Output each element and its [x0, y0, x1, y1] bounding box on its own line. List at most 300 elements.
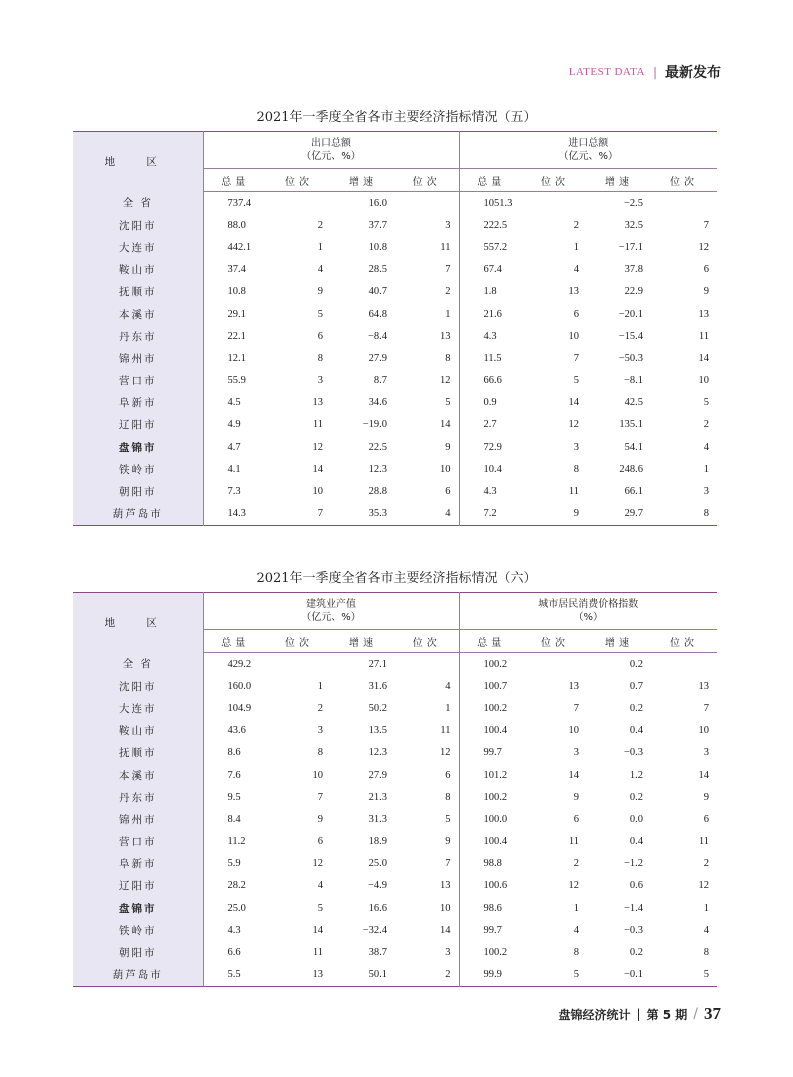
rank-cell: 4 — [703, 441, 710, 453]
value-cell: −2.5 — [623, 197, 644, 209]
rank-cell: 7 — [317, 508, 323, 520]
rank-cell: 12 — [698, 880, 710, 892]
rank-cell: 6 — [395, 764, 459, 786]
value-cell: 88.0 — [227, 219, 246, 231]
rank-cell: 5 — [703, 969, 710, 981]
value-cell: 135.1 — [619, 419, 644, 431]
value-cell: 99.7 — [483, 747, 502, 759]
table-row — [73, 192, 717, 215]
rank-cell: 6 — [317, 836, 323, 848]
table-row — [73, 675, 717, 697]
region-name: 抚顺市 — [73, 281, 203, 303]
value-cell: 5.5 — [227, 969, 241, 981]
cpi-header-name: 城市居民消费价格指数 — [538, 599, 639, 610]
subheader-rank: 位次 — [267, 169, 331, 192]
value-cell: 66.1 — [624, 486, 644, 498]
header-separator: | — [652, 65, 657, 79]
rank-cell: 13 — [312, 969, 323, 981]
value-cell: 100.2 — [483, 791, 508, 803]
region-name: 朝阳市 — [73, 941, 203, 963]
region-name: 丹东市 — [73, 325, 203, 347]
rank-cell: 2 — [395, 964, 459, 987]
section-label-zh: 最新发布 — [665, 65, 721, 81]
export-header — [203, 132, 459, 169]
value-cell: 25.0 — [227, 902, 246, 914]
rank-cell: 10 — [395, 458, 459, 480]
value-cell: 37.7 — [368, 219, 387, 231]
value-cell: 4.5 — [227, 397, 241, 409]
value-cell: 29.1 — [227, 308, 246, 320]
region-name: 阜新市 — [73, 853, 203, 875]
rank-cell: 3 — [395, 941, 459, 963]
value-cell: 11.2 — [227, 836, 246, 848]
value-cell: 25.0 — [368, 858, 387, 870]
value-cell: 12.1 — [227, 352, 246, 364]
rank-cell: 12 — [698, 241, 710, 253]
value-cell: 1.2 — [629, 769, 644, 781]
value-cell: 72.9 — [483, 441, 502, 453]
rank-cell — [523, 653, 587, 676]
value-cell: 50.2 — [368, 702, 387, 714]
region-name: 鞍山市 — [73, 720, 203, 742]
table-row — [73, 919, 717, 941]
value-cell: −32.4 — [362, 924, 387, 936]
rank-cell: 5 — [395, 392, 459, 414]
value-cell: 55.9 — [227, 375, 246, 387]
region-name: 盘锦市 — [73, 897, 203, 919]
value-cell: −0.3 — [623, 924, 644, 936]
subheader-rank: 位次 — [395, 169, 459, 192]
subheader-rank: 位次 — [651, 630, 717, 653]
value-cell: 54.1 — [624, 441, 644, 453]
region-name: 大连市 — [73, 236, 203, 258]
value-cell: −1.4 — [623, 902, 644, 914]
rank-cell: 3 — [703, 747, 710, 759]
rank-cell: 8 — [317, 352, 323, 364]
value-cell: 101.2 — [483, 769, 508, 781]
section-header — [569, 62, 721, 82]
rank-cell — [651, 192, 717, 215]
value-cell: 442.1 — [227, 241, 252, 253]
rank-cell: 10 — [568, 330, 580, 342]
rank-cell: 8 — [395, 347, 459, 369]
rank-cell: 14 — [312, 463, 323, 475]
rank-cell: 8 — [317, 747, 323, 759]
value-cell: 0.7 — [629, 680, 644, 692]
value-cell: 100.7 — [483, 680, 508, 692]
value-cell: −4.9 — [367, 880, 387, 892]
value-cell: 0.2 — [629, 947, 644, 959]
value-cell: 0.2 — [629, 658, 644, 670]
table-row — [73, 742, 717, 764]
rank-cell: 10 — [312, 769, 323, 781]
value-cell: 22.9 — [624, 286, 644, 298]
rank-cell: 1 — [703, 902, 710, 914]
value-cell: 28.2 — [227, 880, 246, 892]
value-cell: 42.5 — [624, 397, 644, 409]
table-row — [73, 370, 717, 392]
construction-header — [203, 593, 459, 630]
value-cell: 0.4 — [629, 836, 644, 848]
rank-cell: 2 — [395, 281, 459, 303]
table-row — [73, 458, 717, 480]
value-cell: 8.6 — [227, 747, 241, 759]
footer-bar: | — [636, 1007, 641, 1021]
region-name: 阜新市 — [73, 392, 203, 414]
rank-cell: 7 — [395, 259, 459, 281]
region-name: 全 省 — [73, 653, 203, 676]
rank-cell: 2 — [703, 858, 710, 870]
rank-cell: 3 — [573, 441, 580, 453]
table-row — [73, 303, 717, 325]
value-cell: −50.3 — [618, 352, 644, 364]
subheader-total: 总量 — [459, 630, 523, 653]
rank-cell: 11 — [395, 720, 459, 742]
rank-cell: 2 — [573, 219, 580, 231]
rank-cell: 4 — [395, 675, 459, 697]
rank-cell: 1 — [573, 902, 580, 914]
rank-cell: 6 — [395, 480, 459, 502]
subheader-total: 总量 — [203, 169, 267, 192]
rank-cell: 13 — [395, 325, 459, 347]
value-cell: −8.1 — [623, 375, 644, 387]
region-name: 营口市 — [73, 370, 203, 392]
table-row — [73, 964, 717, 987]
rank-cell: 10 — [395, 897, 459, 919]
rank-cell: 7 — [395, 853, 459, 875]
value-cell: −17.1 — [618, 241, 644, 253]
value-cell: 38.7 — [368, 947, 387, 959]
value-cell: 104.9 — [227, 702, 252, 714]
region-name: 辽阳市 — [73, 875, 203, 897]
region-name: 全 省 — [73, 192, 203, 215]
table-row — [73, 214, 717, 236]
rank-cell: 3 — [573, 747, 580, 759]
table-row — [73, 786, 717, 808]
rank-cell: 10 — [568, 725, 580, 737]
value-cell: 35.3 — [368, 508, 387, 520]
rank-cell: 4 — [573, 264, 580, 276]
rank-cell: 13 — [568, 680, 580, 692]
value-cell: 27.1 — [368, 658, 387, 670]
value-cell: 37.4 — [227, 264, 246, 276]
rank-cell — [267, 653, 331, 676]
table-row — [73, 236, 717, 258]
rank-cell: 7 — [317, 791, 323, 803]
value-cell: 11.5 — [483, 352, 502, 364]
value-cell: 98.8 — [483, 858, 502, 870]
value-cell: 21.6 — [483, 308, 502, 320]
value-cell: 7.6 — [227, 769, 241, 781]
page-number: 37 — [704, 1004, 721, 1023]
value-cell: 12.3 — [368, 747, 387, 759]
rank-cell: 11 — [698, 330, 710, 342]
subheader-growth: 增速 — [587, 169, 651, 192]
rank-cell: 6 — [703, 264, 710, 276]
value-cell: 29.7 — [624, 508, 644, 520]
rank-cell: 9 — [703, 286, 710, 298]
value-cell: 2.7 — [483, 419, 497, 431]
region-name: 铁岭市 — [73, 458, 203, 480]
value-cell: 8.7 — [373, 375, 387, 387]
rank-cell: 11 — [568, 836, 580, 848]
table-row — [73, 503, 717, 526]
rank-cell: 11 — [568, 486, 580, 498]
rank-cell: 2 — [573, 858, 580, 870]
journal-name: 盘锦经济统计 — [558, 1007, 631, 1022]
rank-cell: 6 — [573, 813, 580, 825]
construction-header-unit: （亿元、%） — [301, 612, 361, 623]
subheader-growth: 增速 — [331, 630, 395, 653]
value-cell: 10.8 — [368, 241, 387, 253]
value-cell: 27.9 — [368, 352, 387, 364]
region-name: 锦州市 — [73, 347, 203, 369]
value-cell: 28.5 — [368, 264, 387, 276]
value-cell: 21.3 — [368, 791, 387, 803]
value-cell: −1.2 — [623, 858, 644, 870]
value-cell: 37.8 — [624, 264, 644, 276]
value-cell: 0.2 — [629, 702, 644, 714]
rank-cell: 9 — [573, 508, 580, 520]
value-cell: 4.3 — [483, 486, 497, 498]
rank-cell: 8 — [573, 463, 580, 475]
value-cell: 99.7 — [483, 924, 502, 936]
subheader-growth: 增速 — [331, 169, 395, 192]
region-header: 地 区 — [73, 593, 203, 653]
table-row — [73, 259, 717, 281]
rank-cell: 13 — [312, 397, 323, 409]
value-cell: 98.6 — [483, 902, 502, 914]
page-footer — [559, 1004, 722, 1024]
value-cell: 43.6 — [227, 725, 246, 737]
table-row — [73, 853, 717, 875]
value-cell: 222.5 — [483, 219, 508, 231]
table5-title: 2021年一季度全省各市主要经济指标情况（五） — [256, 110, 537, 125]
rank-cell: 9 — [395, 831, 459, 853]
value-cell: 10.4 — [483, 463, 502, 475]
rank-cell: 7 — [573, 352, 580, 364]
value-cell: 100.2 — [483, 658, 508, 670]
rank-cell: 1 — [395, 697, 459, 719]
rank-cell: 1 — [703, 463, 710, 475]
table-row — [73, 808, 717, 830]
region-name: 抚顺市 — [73, 742, 203, 764]
table-row — [73, 347, 717, 369]
rank-cell: 8 — [703, 947, 710, 959]
rank-cell: 7 — [703, 702, 710, 714]
rank-cell: 14 — [698, 769, 710, 781]
value-cell: 40.7 — [368, 286, 387, 298]
value-cell: 64.8 — [368, 308, 387, 320]
region-name: 大连市 — [73, 697, 203, 719]
rank-cell: 7 — [703, 219, 710, 231]
region-name: 本溪市 — [73, 303, 203, 325]
rank-cell: 3 — [317, 725, 323, 737]
table-row — [73, 875, 717, 897]
rank-cell: 12 — [312, 858, 323, 870]
table-row — [73, 414, 717, 436]
export-header-name: 出口总额 — [311, 138, 351, 149]
table-row — [73, 720, 717, 742]
value-cell: 0.6 — [629, 880, 644, 892]
rank-cell: 6 — [317, 330, 323, 342]
rank-cell — [267, 192, 331, 215]
rank-cell: 5 — [317, 902, 323, 914]
value-cell: 66.6 — [483, 375, 502, 387]
rank-cell: 3 — [395, 214, 459, 236]
value-cell: 14.3 — [227, 508, 246, 520]
region-name: 朝阳市 — [73, 480, 203, 502]
value-cell: −15.4 — [618, 330, 644, 342]
value-cell: 100.4 — [483, 836, 508, 848]
region-name: 葫芦岛市 — [73, 503, 203, 526]
region-name: 沈阳市 — [73, 675, 203, 697]
value-cell: 100.6 — [483, 880, 508, 892]
subheader-rank: 位次 — [523, 630, 587, 653]
value-cell: 16.0 — [368, 197, 387, 209]
value-cell: 1051.3 — [483, 197, 513, 209]
rank-cell: 1 — [317, 680, 323, 692]
value-cell: 4.7 — [227, 441, 241, 453]
value-cell: 32.5 — [624, 219, 644, 231]
rank-cell — [523, 192, 587, 215]
rank-cell: 13 — [698, 308, 710, 320]
value-cell: 0.2 — [629, 791, 644, 803]
rank-cell: 14 — [395, 414, 459, 436]
value-cell: 248.6 — [619, 463, 644, 475]
rank-cell: 12 — [395, 742, 459, 764]
rank-cell: 9 — [317, 286, 323, 298]
rank-cell: 4 — [317, 880, 323, 892]
value-cell: −0.1 — [623, 969, 644, 981]
rank-cell: 8 — [703, 508, 710, 520]
rank-cell: 6 — [703, 813, 710, 825]
rank-cell: 2 — [317, 219, 323, 231]
rank-cell: 8 — [395, 786, 459, 808]
import-header — [459, 132, 717, 169]
rank-cell: 13 — [698, 680, 710, 692]
region-name: 葫芦岛市 — [73, 964, 203, 987]
region-name: 鞍山市 — [73, 259, 203, 281]
export-header-unit: （亿元、%） — [301, 151, 361, 162]
value-cell: 100.4 — [483, 725, 508, 737]
value-cell: 4.1 — [227, 463, 241, 475]
rank-cell: 9 — [395, 436, 459, 458]
value-cell: 160.0 — [227, 680, 252, 692]
rank-cell: 5 — [395, 808, 459, 830]
footer-slash: / — [693, 1006, 698, 1022]
table-row — [73, 480, 717, 502]
rank-cell: 9 — [573, 791, 580, 803]
rank-cell: 4 — [317, 264, 323, 276]
table-row — [73, 325, 717, 347]
rank-cell: 12 — [395, 370, 459, 392]
rank-cell: 1 — [395, 303, 459, 325]
value-cell: 10.8 — [227, 286, 246, 298]
import-header-unit: （亿元、%） — [558, 151, 619, 162]
rank-cell: 11 — [698, 836, 710, 848]
value-cell: −0.3 — [623, 747, 644, 759]
value-cell: 1.8 — [483, 286, 497, 298]
subheader-rank: 位次 — [523, 169, 587, 192]
value-cell: 34.6 — [368, 397, 387, 409]
value-cell: 100.0 — [483, 813, 508, 825]
value-cell: 13.5 — [368, 725, 387, 737]
table6 — [73, 592, 717, 987]
rank-cell: 6 — [573, 308, 580, 320]
section-label-en: LATEST DATA — [568, 66, 645, 78]
rank-cell: 11 — [312, 419, 323, 431]
rank-cell — [395, 192, 459, 215]
subheader-rank: 位次 — [651, 169, 717, 192]
region-name: 本溪市 — [73, 764, 203, 786]
issue-number: 第 5 期 — [646, 1007, 688, 1022]
table-row — [73, 941, 717, 963]
rank-cell: 10 — [698, 725, 710, 737]
rank-cell: 11 — [395, 236, 459, 258]
value-cell: 18.9 — [368, 836, 387, 848]
rank-cell: 9 — [703, 791, 710, 803]
value-cell: 7.2 — [483, 508, 497, 520]
rank-cell: 13 — [395, 875, 459, 897]
rank-cell: 5 — [573, 969, 580, 981]
table-row — [73, 653, 717, 676]
table-row — [73, 831, 717, 853]
rank-cell: 5 — [573, 375, 580, 387]
value-cell: 12.3 — [368, 463, 387, 475]
rank-cell: 14 — [568, 397, 580, 409]
value-cell: −20.1 — [618, 308, 644, 320]
rank-cell: 5 — [317, 308, 323, 320]
import-header-name: 进口总额 — [568, 138, 609, 149]
rank-cell: 1 — [573, 241, 580, 253]
cpi-header — [459, 593, 717, 630]
value-cell: 6.6 — [227, 947, 241, 959]
rank-cell: 14 — [568, 769, 580, 781]
value-cell: 4.3 — [227, 924, 241, 936]
value-cell: 0.0 — [629, 813, 644, 825]
subheader-rank: 位次 — [267, 630, 331, 653]
table-row — [73, 392, 717, 414]
value-cell: 0.4 — [629, 725, 644, 737]
region-name: 锦州市 — [73, 808, 203, 830]
table-row — [73, 436, 717, 458]
table-row — [73, 897, 717, 919]
value-cell: 9.5 — [227, 791, 241, 803]
value-cell: 31.6 — [368, 680, 387, 692]
value-cell: 22.1 — [227, 330, 246, 342]
table-row — [73, 697, 717, 719]
value-cell: 100.2 — [483, 702, 508, 714]
value-cell: 100.2 — [483, 947, 508, 959]
rank-cell: 13 — [568, 286, 580, 298]
rank-cell: 3 — [703, 486, 710, 498]
subheader-rank: 位次 — [395, 630, 459, 653]
rank-cell: 11 — [312, 947, 323, 959]
value-cell: 557.2 — [483, 241, 508, 253]
region-name: 辽阳市 — [73, 414, 203, 436]
value-cell: 16.6 — [368, 902, 387, 914]
rank-cell: 9 — [317, 813, 323, 825]
rank-cell: 4 — [395, 503, 459, 526]
table5 — [73, 131, 717, 526]
rank-cell: 4 — [573, 924, 580, 936]
rank-cell: 2 — [317, 702, 323, 714]
rank-cell — [395, 653, 459, 676]
table6-title: 2021年一季度全省各市主要经济指标情况（六） — [256, 571, 537, 586]
value-cell: 67.4 — [483, 264, 502, 276]
region-name: 铁岭市 — [73, 919, 203, 941]
